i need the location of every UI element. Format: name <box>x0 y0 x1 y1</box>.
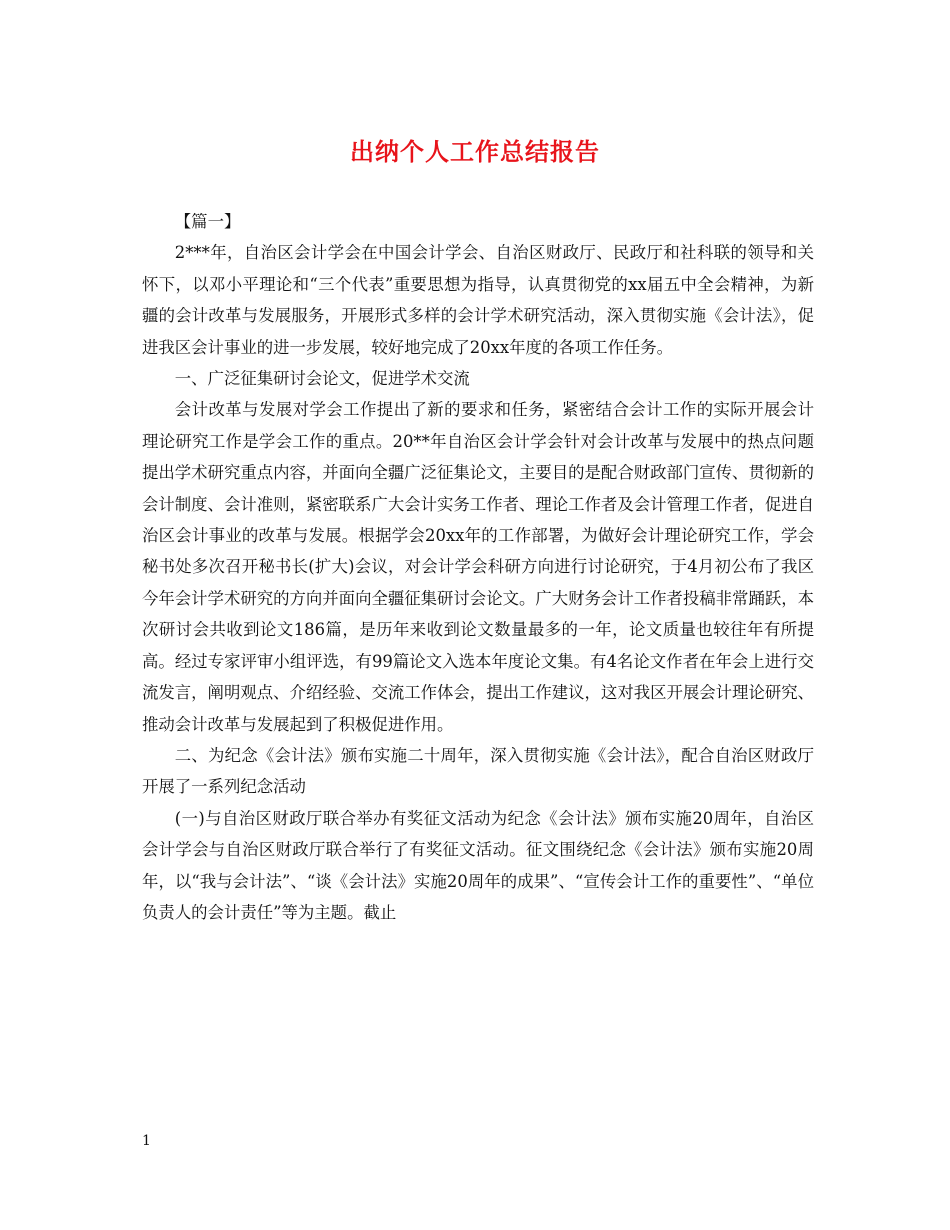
document-body <box>142 206 814 928</box>
heading-section-2: 二、为纪念《会计法》颁布实施二十周年，深入贯彻实施《会计法》，配合自治区财政厅开展了一系列纪念活动 <box>142 745 814 797</box>
paragraph-section-2-1: (一)与自治区财政厅联合举办有奖征文活动为纪念《会计法》颁布实施20周年，自治区会计学会与自治区财政厅联合举行了有奖征文活动。征文围绕纪念《会计法》颁布实施20周年，以“我与会计法”、“谈《会计法》实施20周年的成果”、“宣传会计工作的重要性”、“单位负责人的会计责任”等为主题。截止 <box>142 808 814 922</box>
page-number: 1 <box>142 1133 151 1149</box>
section-label: 【篇一】 <box>174 212 241 231</box>
document-title: 出纳个人工作总结报告 <box>350 138 600 166</box>
paragraph-section-1: 会计改革与发展对学会工作提出了新的要求和任务，紧密结合会计工作的实际开展会计理论研究工作是学会工作的重点。20**年自治区会计学会针对会计改革与发展中的热点问题提出学术研究重点内容，并面向全疆广泛征集论文，主要目的是配合财政部门宣传、贯彻新的会计制度、会计准则，紧密联系广大会计实务工作者、理论工作者及会计管理工作者，促进自治区会计事业的改革与发展。根据学会20xx年的工作部署，为做好会计理论研究工作，学会秘书处多次召开秘书长(扩大)会议，对会计学会科研方向进行讨论研究，于4月初公布了我区今年会计学术研究的方向并面向全疆征集研讨会论文。广大财务会计工作者投稿非常踊跃，本次研讨会共收到论文186篇，是历年来收到论文数量最多的一年，论文质量也较往年有所提高。经过专家评审小组评选，有99篇论文入选本年度论文集。有4名论文作者在年会上进行交流发言，阐明观点、介绍经验、交流工作体会，提出工作建议，这对我区开展会计理论研究、推动会计改革与发展起到了积极促进作用。 <box>142 400 815 734</box>
paragraph-intro: 2***年，自治区会计学会在中国会计学会、自治区财政厅、民政厅和社科联的领导和关怀下，以邓小平理论和“三个代表”重要思想为指导，认真贯彻党的xx届五中全会精神，为新疆的会计改革与发展服务，开展形式多样的会计学术研究活动，深入贯彻实施《会计法》，促进我区会计事业的进一步发展，较好地完成了20xx年度的各项工作任务。 <box>142 243 814 357</box>
heading-section-1: 一、广泛征集研讨会论文，促进学术交流 <box>174 369 470 389</box>
